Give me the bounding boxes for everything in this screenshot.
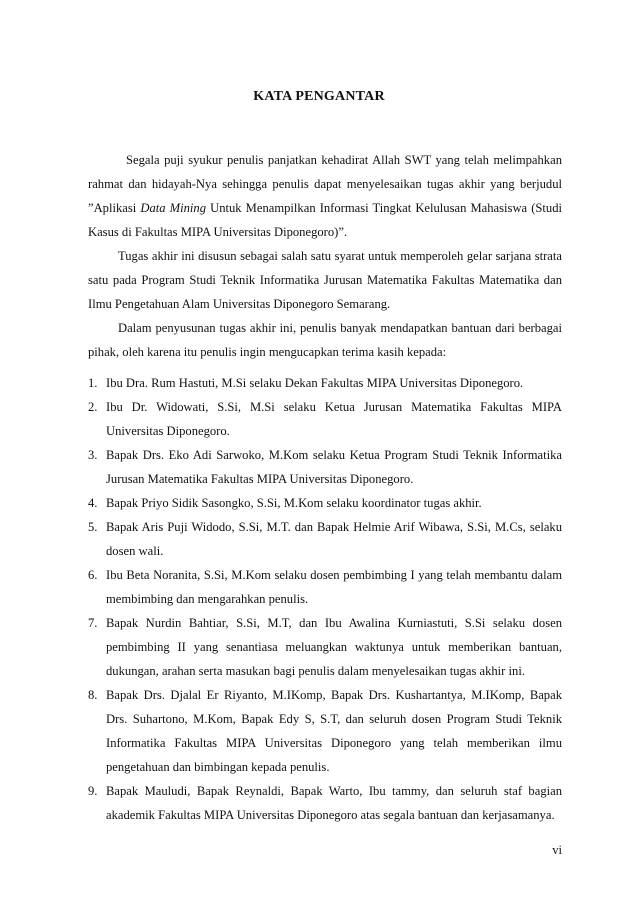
list-item-text: Bapak Drs. Eko Adi Sarwoko, M.Kom selaku Ketua Program Studi Teknik Informatika Jurusan Matematika Fakultas MIPA Universitas Diponegoro.	[106, 448, 562, 486]
list-item	[88, 371, 562, 395]
paragraph-1	[88, 148, 562, 244]
list-item	[88, 395, 562, 443]
list-item	[88, 563, 562, 611]
list-item-text: Ibu Dra. Rum Hastuti, M.Si selaku Dekan Fakultas MIPA Universitas Diponegoro.	[106, 376, 524, 390]
list-item	[88, 491, 562, 515]
list-item-text: Bapak Aris Puji Widodo, S.Si, M.T. dan Bapak Helmie Arif Wibawa, S.Si, M.Cs, selaku dosen wali.	[106, 520, 562, 558]
list-item-number: 8.	[88, 688, 98, 702]
list-item-number: 2.	[88, 400, 98, 414]
list-item-number: 5.	[88, 520, 98, 534]
list-item	[88, 683, 562, 779]
list-item-number: 7.	[88, 616, 98, 630]
list-item-text: Bapak Priyo Sidik Sasongko, S.Si, M.Kom selaku koordinator tugas akhir.	[106, 496, 482, 510]
list-item-number: 9.	[88, 784, 98, 798]
paragraph-1-end: Untuk Menampilkan Informasi Tingkat Kelulusan Mahasiswa (Studi Kasus di Fakultas MIPA Universitas Diponegoro)”.	[88, 201, 562, 239]
paragraph-3: Dalam penyusunan tugas akhir ini, penulis banyak mendapatkan bantuan dari berbagai pihak, oleh karena itu penulis ingin mengucapkan terima kasih kepada:	[88, 321, 562, 359]
page-number: vi	[552, 843, 562, 857]
list-item	[88, 515, 562, 563]
acknowledgement-list	[88, 371, 562, 827]
paragraph-2: Tugas akhir ini disusun sebagai salah satu syarat untuk memperoleh gelar sarjana strata satu pada Program Studi Teknik Informatika Jurusan Matematika Fakultas Matematika dan Ilmu Pengetahuan Alam Universitas Diponegoro Semarang.	[88, 249, 562, 311]
paragraph-1-start: Segala puji syukur penulis panjatkan kehadirat Allah SWT yang telah melimpahkan rahmat dan hidayah-Nya sehingga penulis dapat menyelesaikan tugas akhir yang berjudul ”Aplikasi	[88, 153, 562, 215]
page-title: KATA PENGANTAR	[253, 89, 385, 104]
list-item	[88, 443, 562, 491]
list-item-text: Bapak Mauludi, Bapak Reynaldi, Bapak Warto, Ibu tammy, dan seluruh staf bagian akademik Fakultas MIPA Universitas Diponegoro atas segala bantuan dan kerjasamanya.	[106, 784, 562, 822]
list-item-text: Bapak Nurdin Bahtiar, S.Si, M.T, dan Ibu Awalina Kurniastuti, S.Si selaku dosen pembimbing II yang senantiasa meluangkan waktunya untuk memberikan bantuan, dukungan, arahan serta masukan bagi penulis dalam menyelesaikan tugas akhir ini.	[106, 616, 562, 678]
body-text	[88, 148, 562, 827]
list-item	[88, 779, 562, 827]
list-item-number: 1.	[88, 376, 98, 390]
list-item-number: 3.	[88, 448, 98, 462]
list-item-text: Bapak Drs. Djalal Er Riyanto, M.IKomp, Bapak Drs. Kushartantya, M.IKomp, Bapak Drs. Suhartono, M.Kom, Bapak Edy S, S.T, dan seluruh dosen Program Studi Teknik Informatika Fakultas MIPA Universitas Diponegoro yang telah memberikan ilmu pengetahuan dan bimbingan kepada penulis.	[106, 688, 562, 774]
list-item-text: Ibu Beta Noranita, S.Si, M.Kom selaku dosen pembimbing I yang telah membantu dalam membimbing dan mengarahkan penulis.	[106, 568, 562, 606]
list-item-number: 4.	[88, 496, 98, 510]
list-item-number: 6.	[88, 568, 98, 582]
list-item	[88, 611, 562, 683]
list-item-text: Ibu Dr. Widowati, S.Si, M.Si selaku Ketua Jurusan Matematika Fakultas MIPA Universitas Diponegoro.	[106, 400, 562, 438]
paragraph-1-italic-term: Data Mining	[140, 201, 207, 215]
